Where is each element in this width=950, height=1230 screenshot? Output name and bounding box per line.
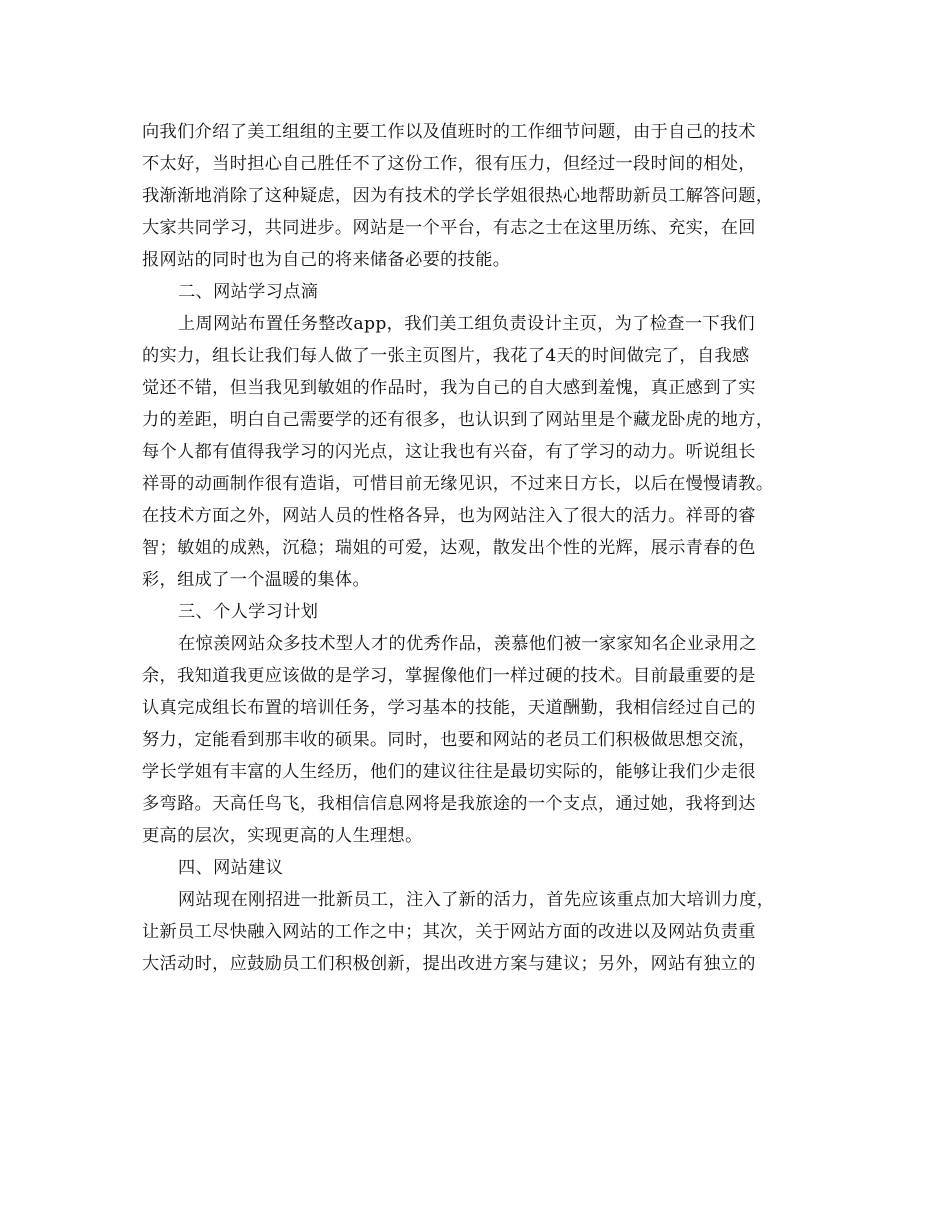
text-line: 在惊羡网站众多技术型人才的优秀作品，羡慕他们被一家家知名企业录用之: [178, 634, 757, 654]
text-line: 的实力，组长让我们每人做了一张主页图片，我花了4天的时间做完了，自我感: [142, 346, 750, 366]
text-line: 每个人都有值得我学习的闪光点，这让我也有兴奋，有了学习的动力。听说组长: [142, 442, 756, 462]
text-line: 网站现在刚招进一批新员工，注入了新的活力，首先应该重点加大培训力度，: [178, 890, 775, 910]
text-line: 余，我知道我更应该做的是学习，掌握像他们一样过硬的技术。目前最重要的是: [142, 666, 756, 686]
text-line: 智；敏姐的成熟，沉稳；瑞姐的可爱，达观，散发出个性的光辉，展示青春的色: [142, 538, 756, 558]
text-line: 上周网站布置任务整改app，我们美工组负责设计主页，为了检查一下我们: [178, 314, 755, 334]
section-heading: 三、个人学习计划: [178, 602, 319, 622]
paragraph-2: [142, 308, 812, 596]
text-line: 在技术方面之外，网站人员的性格各异，也为网站注入了很大的活力。祥哥的睿: [142, 506, 756, 526]
text-line: 多弯路。天高任鸟飞，我相信信息网将是我旅途的一个支点，通过她，我将到达: [142, 794, 756, 814]
text-line: 力的差距，明白自己需要学的还有很多，也认识到了网站里是个藏龙卧虎的地方，: [142, 410, 774, 430]
text-line: 大家共同学习，共同进步。网站是一个平台，有志之士在这里历练、充实，在回: [142, 218, 756, 238]
document-body: [142, 116, 812, 980]
text-line: 让新员工尽快融入网站的工作之中；其次，关于网站方面的改进以及网站负责重: [142, 922, 756, 942]
section-heading: 四、网站建议: [178, 858, 284, 878]
paragraph-3: [142, 628, 812, 852]
text-line: 我渐渐地消除了这种疑虑，因为有技术的学长学姐很热心地帮助新员工解答问题，: [142, 186, 774, 206]
paragraph-4: [142, 884, 812, 980]
section-heading: 二、网站学习点滴: [178, 282, 319, 302]
text-line: 祥哥的动画制作很有造诣，可惜目前无缘见识，不过来日方长，以后在慢慢请教。: [142, 474, 774, 494]
text-line: 向我们介绍了美工组组的主要工作以及值班时的工作细节问题，由于自己的技术: [142, 122, 756, 142]
text-line: 大活动时，应鼓励员工们积极创新，提出改进方案与建议；另外，网站有独立的: [142, 954, 756, 974]
paragraph-1: [142, 116, 812, 276]
text-line: 认真完成组长布置的培训任务，学习基本的技能，天道酬勤，我相信经过自己的: [142, 698, 756, 718]
text-line: 报网站的同时也为自己的将来储备必要的技能。: [142, 250, 511, 270]
text-line: 努力，定能看到那丰收的硕果。同时，也要和网站的老员工们积极做思想交流，: [142, 730, 756, 750]
text-line: 学长学姐有丰富的人生经历，他们的建议往往是最切实际的，能够让我们少走很: [142, 762, 756, 782]
text-line: 彩，组成了一个温暖的集体。: [142, 570, 370, 590]
text-line: 更高的层次，实现更高的人生理想。: [142, 826, 423, 846]
text-line: 不太好，当时担心自己胜任不了这份工作，很有压力，但经过一段时间的相处，: [142, 154, 756, 174]
text-line: 觉还不错，但当我见到敏姐的作品时，我为自己的自大感到羞愧，真正感到了实: [142, 378, 756, 398]
